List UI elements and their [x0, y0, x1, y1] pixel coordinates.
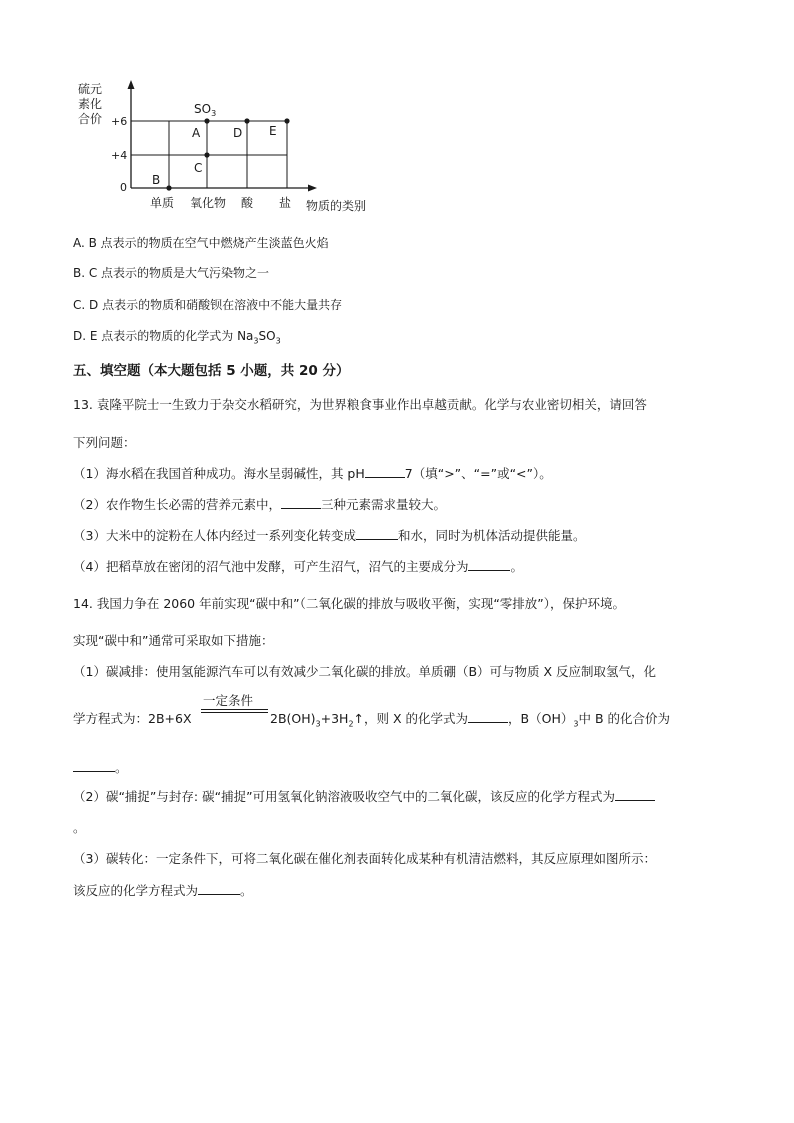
section-title: 五、填空题（本大题包括 5 小题，共 20 分）: [73, 363, 350, 379]
q13-line-1: 13. 袁隆平院士一生致力于杂交水稻研究，为世界粮食事业作出卓越贡献。化学与农业密切相关，请回答: [73, 397, 647, 412]
option-c: C. D 点表示的物质和硝酸钡在溶液中不能大量共存: [73, 298, 343, 312]
xcat-oxide: 氧化物: [190, 196, 227, 210]
ylabel-line-1: 硫元: [78, 82, 103, 96]
xlabel: 物质的类别: [306, 199, 367, 213]
q14-part-3: （3）碳转化：一定条件下，可将二氧化碳在催化剂表面转化成某种有机清洁燃料，其反应原理如图所示：: [73, 851, 656, 866]
ylabel-line-3: 合价: [78, 112, 103, 126]
reaction-condition: 一定条件: [203, 693, 254, 708]
option-d: D. E 点表示的物质的化学式为 $Na_3SO_3$: [73, 329, 281, 346]
ylabel-line-2: 素化: [78, 97, 103, 111]
q14-equation-prefix: 学方程式为：2B+6X: [73, 711, 192, 726]
answer-blank[interactable]: [281, 496, 321, 509]
x-axis-arrow: [308, 185, 317, 192]
xcat-salt: 盐: [279, 196, 292, 210]
q13-part-2: （2）农作物生长必需的营养元素中， 三种元素需求量较大。: [73, 497, 446, 512]
answer-blank[interactable]: [198, 882, 240, 895]
label-so3: $SO_3$: [194, 102, 217, 118]
xcat-elemental: 单质: [150, 196, 175, 210]
answer-blank[interactable]: [356, 527, 398, 540]
q14-line-1: 14. 我国力争在 2060 年前实现“碳中和”（二氧化碳的排放与吸收平衡，实现“零排放”），保护环境。: [73, 596, 626, 611]
option-a: A. B 点表示的物质在空气中燃烧产生淡蓝色火焰: [73, 236, 329, 250]
label-e: E: [269, 124, 277, 138]
answer-blank[interactable]: [468, 710, 508, 723]
ytick-plus6: +6: [111, 115, 128, 128]
label-c: C: [194, 161, 203, 175]
q13-part-4: （4）把稻草放在密闭的沼气池中发酵，可产生沼气，沼气的主要成分为 。: [73, 559, 523, 574]
q14-part-2: （2）碳“捕捉”与封存: 碳“捕捉”可用氢氧化钠溶液吸收空气中的二氧化碳，该反应的化学方程式为: [73, 787, 655, 805]
q14-part-2-end: 。: [73, 820, 86, 835]
equals-bar-bottom: [201, 712, 268, 713]
label-a: A: [192, 126, 201, 140]
q13-line-2: 下列问题：: [73, 435, 136, 450]
point-so3: [204, 118, 209, 123]
q14-line-2: 实现“碳中和”通常可采取如下措施：: [73, 633, 274, 648]
label-b: B: [152, 173, 161, 187]
point-c: [204, 152, 209, 157]
option-b: B. C 点表示的物质是大气污染物之一: [73, 266, 270, 280]
label-d: D: [233, 126, 243, 140]
answer-blank[interactable]: [365, 465, 405, 478]
q13-part-1: （1）海水稻在我国首种成功。海水呈弱碱性，其 pH 7（填“>”、“=”或“<”）。: [73, 466, 552, 481]
point-b: [166, 185, 171, 190]
xcat-acid: 酸: [241, 196, 254, 210]
ytick-zero: 0: [120, 181, 127, 194]
answer-blank[interactable]: [73, 759, 115, 772]
valence-diagram: [68, 78, 388, 218]
point-d: [244, 118, 249, 123]
point-e: [284, 118, 289, 123]
q14-part-1-end: 。: [73, 758, 128, 776]
y-axis-arrow: [128, 80, 135, 89]
q13-part-3: （3）大米中的淀粉在人体内经过一系列变化转变成 和水，同时为机体活动提供能量。: [73, 528, 586, 543]
q14-part-3b: 该反应的化学方程式为 。: [73, 883, 253, 898]
q14-equation-rest: $2B(OH)_3+3H_2↑$，则 X 的化学式为 ，$B(OH)_3$中 B 的化合价为: [270, 711, 670, 729]
ytick-plus4: +4: [111, 149, 128, 162]
answer-blank[interactable]: [468, 558, 510, 571]
equals-bar-top: [201, 709, 268, 710]
answer-blank[interactable]: [615, 788, 655, 801]
q14-part-1: （1）碳减排：使用氢能源汽车可以有效减少二氧化碳的排放。单质硼（B）可与物质 X 反应制取氢气，化: [73, 664, 657, 679]
